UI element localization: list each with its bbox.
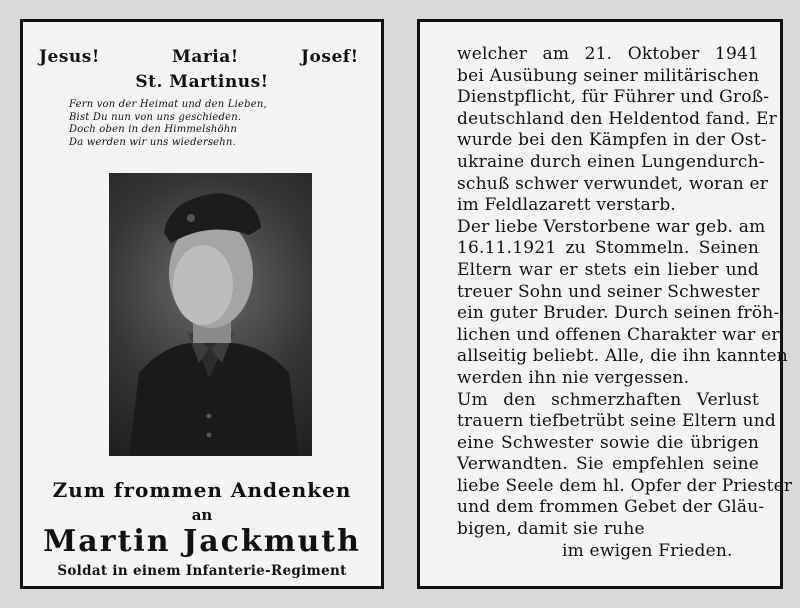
obituary-line: im Feldlazarett verstarb. bbox=[457, 195, 677, 216]
obituary-line: 16.11.1921 zu Stommeln. Seinen bbox=[457, 238, 759, 259]
holy-name-jesus: Jesus! bbox=[39, 47, 100, 67]
obituary-line: ein guter Bruder. Durch seinen fröh- bbox=[457, 303, 780, 324]
left-card bbox=[20, 19, 384, 589]
obituary-line: Eltern war er stets ein lieber und bbox=[457, 259, 759, 280]
memorial-verse bbox=[69, 99, 371, 149]
right-card bbox=[417, 19, 793, 589]
obituary-line: wurde bei den Kämpfen in der Ost- bbox=[457, 130, 767, 151]
obituary-line: und dem frommen Gebet der Gläu- bbox=[457, 497, 765, 518]
obituary-line: Dienstpflicht, für Führer und Groß- bbox=[457, 87, 770, 108]
obituary-line: deutschland den Heldentod fand. Er bbox=[457, 108, 777, 129]
obituary-line: werden ihn nie vergessen. bbox=[457, 367, 690, 388]
verse-line: Fern von der Heimat und den Lieben, bbox=[69, 99, 267, 110]
verse-line: Da werden wir uns wiedersehn. bbox=[69, 136, 236, 148]
obituary-line: eine Schwester sowie die übrigen bbox=[457, 432, 759, 453]
verse-line: Doch oben in den Himmelshöhn bbox=[69, 124, 238, 135]
deceased-name: Martin Jackmuth bbox=[43, 524, 361, 559]
obituary-line: lichen und offenen Charakter war er bbox=[457, 324, 780, 345]
obituary-line: Um den schmerzhaften Verlust bbox=[457, 389, 759, 410]
memory-an: an bbox=[191, 506, 213, 524]
obituary-line: Verwandten. Sie empfehlen seine bbox=[457, 454, 759, 475]
holy-name-maria: Maria! bbox=[172, 47, 239, 67]
obituary-line: im ewigen Frieden. bbox=[562, 540, 733, 561]
obituary-line: liebe Seele dem hl. Opfer der Priester bbox=[457, 475, 793, 496]
obituary-line: trauern tiefbetrübt seine Eltern und bbox=[457, 411, 777, 432]
obituary-line: Der liebe Verstorbene war geb. am bbox=[457, 216, 766, 237]
obituary-line: ukraine durch einen Lungendurch- bbox=[457, 151, 765, 172]
obituary-line: welcher am 21. Oktober 1941 bbox=[457, 44, 759, 64]
deceased-rank: Soldat in einem Infanterie-Regiment bbox=[57, 563, 347, 579]
saint-invocation: St. Martinus! bbox=[135, 72, 269, 92]
obituary-line: bei Ausübung seiner militärischen bbox=[457, 65, 760, 86]
memory-heading: Zum frommen Andenken bbox=[52, 478, 352, 502]
soldier-portrait-photo bbox=[109, 173, 312, 456]
obituary-line: allseitig beliebt. Alle, die ihn kannten bbox=[457, 346, 788, 367]
obituary-text bbox=[457, 44, 793, 562]
verse-line: Bist Du nun von uns geschieden. bbox=[69, 111, 242, 123]
obituary-line: bigen, damit sie ruhe bbox=[457, 519, 645, 540]
obituary-line: treuer Sohn und seiner Schwester bbox=[457, 281, 760, 302]
obituary-line: schuß schwer verwundet, woran er bbox=[457, 173, 769, 194]
holy-name-josef: Josef! bbox=[301, 47, 359, 67]
